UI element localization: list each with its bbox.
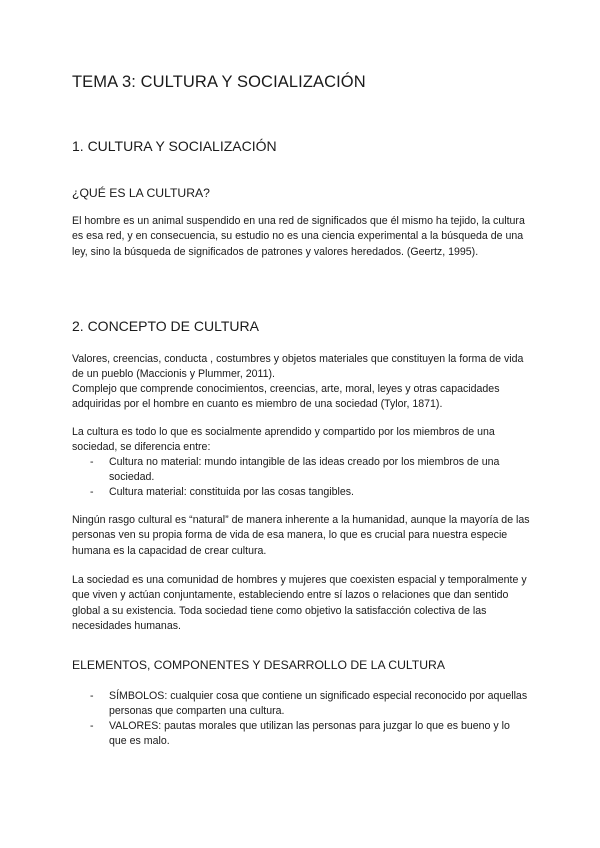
list-item-text: SÍMBOLOS: cualquier cosa que contiene un significado especial reconocido por aquellas personas que comparten una cultura. xyxy=(109,690,528,718)
list-item-text: VALORES: pautas morales que utilizan las personas para juzgar lo que es bueno y lo que es malo. xyxy=(109,720,510,748)
list-item xyxy=(90,455,530,486)
society-paragraph: La sociedad es una comunidad de hombres y mujeres que coexisten espacial y temporalmente y que viven y actúan conjuntamente, estableciendo entre sí lazos o relaciones que dan sentido global a su existencia. Toda sociedad tiene como objetivo la satisfacción colectiva de las necesidades humanas. xyxy=(72,574,527,633)
natural-trait-paragraph: Ningún rasgo cultural es “natural” de manera inherente a la humanidad, aunque la mayoría de las personas ven su propia forma de vida de esa manera, lo que es crucial para nuestra especie humana es la capacidad de crear cultura. xyxy=(72,514,530,557)
section-3-heading: ELEMENTOS, COMPONENTES Y DESARROLLO DE LA CULTURA xyxy=(72,658,445,672)
geertz-paragraph: El hombre es un animal suspendido en una red de significados que él mismo ha tejido, la cultura es esa red, y en consecuencia, su estudio no es una ciencia experimental a la búsqueda de una ley, sino la búsqueda de significados de patrones y valores heredados. (Geertz, 1995). xyxy=(72,215,525,258)
list-item-text: Cultura material: constituida por las cosas tangibles. xyxy=(109,486,354,498)
list-item xyxy=(90,485,530,500)
list-dash: - xyxy=(90,720,94,732)
definition-tylor: Complejo que comprende conocimientos, creencias, arte, moral, leyes y otras capacidades adquiridas por el hombre en cuanto es miembro de una sociedad (Tylor, 1871). xyxy=(72,383,500,411)
list-dash: - xyxy=(90,486,94,498)
section-1-subheading: ¿QUÉ ES LA CULTURA? xyxy=(72,186,210,200)
definition-macionis: Valores, creencias, conducta , costumbres y objetos materiales que constituyen la forma de vida de un pueblo (Maccionis y Plummer, 2011). xyxy=(72,353,524,381)
list-dash: - xyxy=(90,690,94,702)
section-2-heading: 2. CONCEPTO DE CULTURA xyxy=(72,318,259,334)
document-title: TEMA 3: CULTURA Y SOCIALIZACIÓN xyxy=(72,73,366,91)
culture-intro-paragraph: La cultura es todo lo que es socialmente aprendido y compartido por los miembros de una sociedad, se diferencia entre: xyxy=(72,426,495,454)
section-1-heading: 1. CULTURA Y SOCIALIZACIÓN xyxy=(72,138,277,154)
list-item-text: Cultura no material: mundo intangible de las ideas creado por los miembros de una sociedad. xyxy=(109,456,500,484)
list-item xyxy=(90,719,530,750)
list-item xyxy=(90,689,530,720)
list-dash: - xyxy=(90,456,94,468)
